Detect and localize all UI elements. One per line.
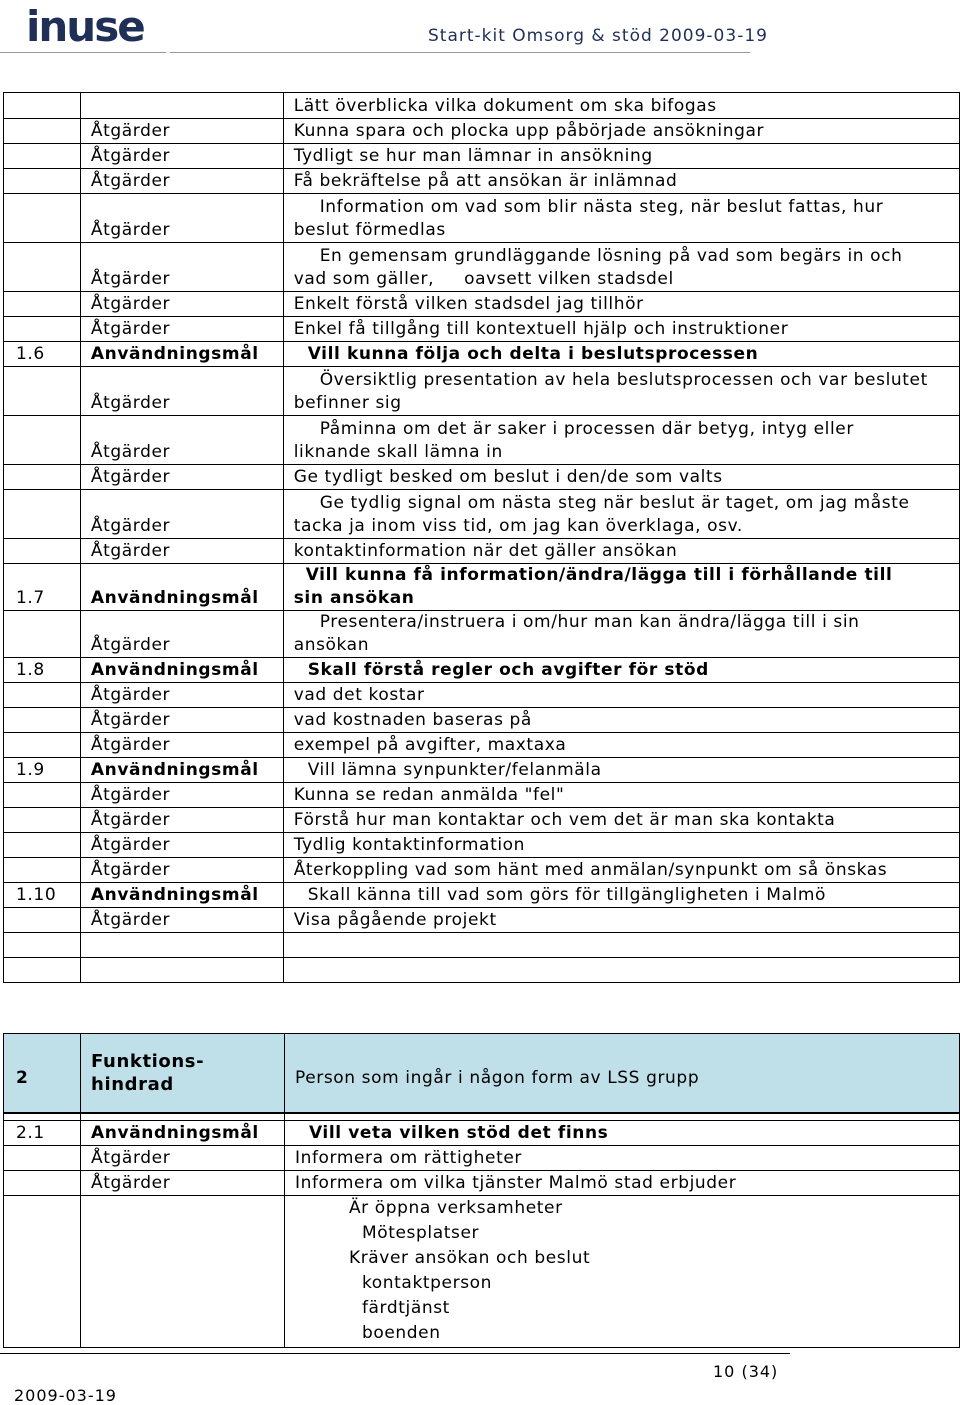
table-row: [4, 808, 960, 833]
goal-number: 1.10: [4, 883, 81, 908]
row-type: Åtgärder: [81, 1146, 285, 1171]
row-type: Åtgärder: [80, 169, 283, 194]
page-number: 10 (34): [713, 1362, 779, 1381]
action-text: Visa pågående projekt: [283, 908, 959, 933]
action-text: vad kostnaden baseras på: [283, 708, 959, 733]
row-type: Åtgärder: [80, 858, 283, 883]
table-row: [4, 367, 960, 416]
table-row: [4, 733, 960, 758]
row-type: Användningsmål: [81, 1121, 285, 1146]
row-type: Åtgärder: [80, 465, 283, 490]
goal-text: Vill veta vilken stöd det finns: [284, 1121, 959, 1146]
table-row: [4, 933, 960, 958]
action-text: Påminna om det är saker i processen där betyg, intyg eller liknande skall lämna in: [283, 416, 959, 465]
goal-number: 1.9: [4, 758, 81, 783]
action-text: Få bekräftelse på att ansökan är inlämnad: [283, 169, 959, 194]
table-row: [4, 93, 960, 119]
table-row: [4, 194, 960, 243]
table-row: [4, 342, 960, 367]
footer-rule: [0, 1353, 790, 1354]
table-row: [4, 758, 960, 783]
footer-date: 2009-03-19: [14, 1386, 117, 1405]
sub-list-item: boenden: [361, 1323, 441, 1343]
table-row: [4, 292, 960, 317]
row-type: Åtgärder: [80, 683, 283, 708]
table-row: [4, 908, 960, 933]
spacer-row: [4, 1113, 960, 1121]
goal-text: Vill lämna synpunkter/felanmäla: [283, 758, 959, 783]
header-rule-right: [170, 52, 750, 53]
table-row: [4, 611, 960, 658]
sub-list-item: Mötesplatser: [361, 1223, 480, 1243]
sub-list-item: Kräver ansökan och beslut: [348, 1248, 591, 1268]
section-number: 2: [4, 1034, 81, 1113]
goal-number: 1.6: [4, 342, 81, 367]
header-rule-left: [0, 52, 166, 53]
goal-number: 2.1: [4, 1121, 81, 1146]
action-text: Informera om vilka tjänster Malmö stad erbjuder: [284, 1171, 959, 1196]
action-text: Informera om rättigheter: [284, 1146, 959, 1171]
requirements-table-1: [3, 92, 960, 983]
row-type: Användningsmål: [80, 883, 283, 908]
table-row: [4, 539, 960, 564]
goal-number: 1.8: [4, 658, 81, 683]
row-type: Åtgärder: [80, 539, 283, 564]
row-type: Åtgärder: [80, 416, 283, 465]
action-text: Lätt överblicka vilka dokument om ska bifogas: [283, 93, 959, 119]
section-title: Funktions- hindrad: [81, 1034, 285, 1113]
section-header-row: [4, 1034, 960, 1113]
table-row: [4, 119, 960, 144]
table-row: [4, 1146, 960, 1171]
action-text: Kunna spara och plocka upp påbörjade ansökningar: [283, 119, 959, 144]
goal-text: Vill kunna följa och delta i beslutsprocessen: [283, 342, 959, 367]
table-row: [4, 490, 960, 539]
document-header-title: Start-kit Omsorg & stöd 2009-03-19: [428, 26, 768, 46]
table-row: [4, 1121, 960, 1146]
row-type: Åtgärder: [80, 490, 283, 539]
action-text: Tydligt se hur man lämnar in ansökning: [283, 144, 959, 169]
table-row: [4, 883, 960, 908]
inuse-logo: [12, 0, 144, 51]
row-type: Åtgärder: [80, 292, 283, 317]
action-text: Ge tydligt besked om beslut i den/de som valts: [283, 465, 959, 490]
table-row: [4, 1196, 960, 1348]
sub-list-item: färdtjänst: [361, 1298, 450, 1318]
row-type: Åtgärder: [80, 119, 283, 144]
row-type: Åtgärder: [80, 808, 283, 833]
logo-text: inuse: [26, 2, 144, 51]
row-type: Åtgärder: [80, 367, 283, 416]
row-type: Åtgärder: [80, 733, 283, 758]
table-row: [4, 564, 960, 611]
row-type: Åtgärder: [80, 194, 283, 243]
table-row: [4, 416, 960, 465]
action-text: Förstå hur man kontaktar och vem det är man ska kontakta: [283, 808, 959, 833]
row-type: Användningsmål: [80, 342, 283, 367]
sub-list: [284, 1196, 959, 1348]
action-text: Tydlig kontaktinformation: [283, 833, 959, 858]
table-row: [4, 958, 960, 983]
action-text: exempel på avgifter, maxtaxa: [283, 733, 959, 758]
table-row: [4, 858, 960, 883]
action-text: vad det kostar: [283, 683, 959, 708]
row-type: Åtgärder: [80, 144, 283, 169]
action-text: Presentera/instruera i om/hur man kan ändra/lägga till i sin ansökan: [283, 611, 959, 658]
row-type: Åtgärder: [80, 708, 283, 733]
table-row: [4, 317, 960, 342]
row-type: Användningsmål: [80, 658, 283, 683]
table-row: [4, 1171, 960, 1196]
sub-list-item: kontaktperson: [361, 1273, 493, 1293]
row-type: Åtgärder: [80, 783, 283, 808]
table-row: [4, 708, 960, 733]
table-row: [4, 658, 960, 683]
sub-list-item: Är öppna verksamheter: [348, 1198, 563, 1218]
row-type: Åtgärder: [80, 908, 283, 933]
table-row: [4, 169, 960, 194]
goal-text: Skall förstå regler och avgifter för stöd: [283, 658, 959, 683]
table-row: [4, 833, 960, 858]
row-type: Åtgärder: [80, 317, 283, 342]
action-text: En gemensam grundläggande lösning på vad som begärs in och vad som gäller, oavsett vilken stadsdel: [283, 243, 959, 292]
requirements-table-2: [3, 1033, 960, 1348]
action-text: Kunna se redan anmälda "fel": [283, 783, 959, 808]
row-type: Användningsmål: [80, 564, 283, 611]
row-type: Användningsmål: [80, 758, 283, 783]
table-row: [4, 783, 960, 808]
row-type: Åtgärder: [80, 833, 283, 858]
action-text: Enkel få tillgång till kontextuell hjälp och instruktioner: [283, 317, 959, 342]
table-row: [4, 144, 960, 169]
action-text: kontaktinformation när det gäller ansökan: [283, 539, 959, 564]
action-text: Översiktlig presentation av hela beslutsprocessen och var beslutet befinner sig: [283, 367, 959, 416]
goal-text: Vill kunna få information/ändra/lägga till i förhållande till sin ansökan: [283, 564, 959, 611]
goal-number: 1.7: [4, 564, 81, 611]
action-text: Enkelt förstå vilken stadsdel jag tillhör: [283, 292, 959, 317]
row-type: Åtgärder: [81, 1171, 285, 1196]
action-text: Återkoppling vad som hänt med anmälan/synpunkt om så önskas: [283, 858, 959, 883]
row-type: Åtgärder: [80, 243, 283, 292]
section-description: Person som ingår i någon form av LSS grupp: [284, 1034, 959, 1113]
table-row: [4, 683, 960, 708]
row-type: Åtgärder: [80, 611, 283, 658]
action-text: Information om vad som blir nästa steg, när beslut fattas, hur beslut förmedlas: [283, 194, 959, 243]
goal-text: Skall känna till vad som görs för tillgängligheten i Malmö: [283, 883, 959, 908]
action-text: Ge tydlig signal om nästa steg när beslut är taget, om jag måste tacka ja inom viss tid, om jag kan överklaga, osv.: [283, 490, 959, 539]
table-row: [4, 243, 960, 292]
table-row: [4, 465, 960, 490]
